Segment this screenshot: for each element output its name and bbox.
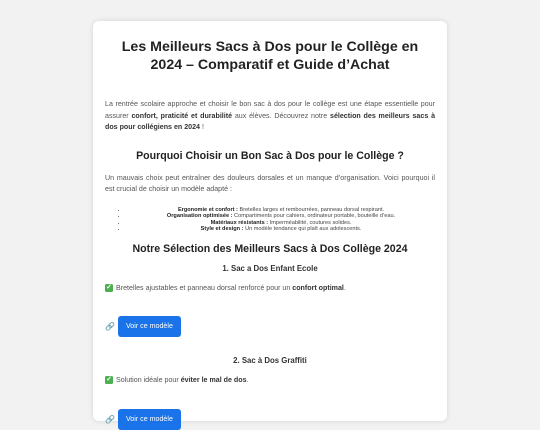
features-list <box>105 207 435 233</box>
link-icon: 🔗 <box>105 414 115 424</box>
page-title: Les Meilleurs Sacs à Dos pour le Collège en 2024 – Comparatif et Guide d’Achat <box>121 39 419 73</box>
selection-heading: Notre Sélection des Meilleurs Sacs à Dos Collège 2024 <box>132 242 408 255</box>
view-model-button[interactable]: Voir ce modèle <box>118 409 181 430</box>
check-mark-icon: ✓ <box>106 376 112 384</box>
intro-paragraph: La rentrée scolaire approche et choisir le bon sac à dos pour le collège est une étape essentielle pour assurer confort, praticité et durabilité aux élèves. Découvrez notre sélection des meilleurs sacs à dos pour collégiens en 2024 ! <box>105 100 436 131</box>
product-description: ✓ Solution idéale pour éviter le mal de dos. <box>106 375 249 384</box>
product-link-row <box>105 409 435 430</box>
list-item: • Organisation optimisée : Compartiments pour cahiers, ordinateur portable, bouteille d’eau. <box>127 213 435 220</box>
product-description: ✓ Bretelles ajustables et panneau dorsal renforcé pour un confort optimal. <box>106 283 346 292</box>
product-title: 1. Sac a Dos Enfant Ecole <box>222 263 318 273</box>
check-mark-icon: ✓ <box>106 284 112 292</box>
why-paragraph: Un mauvais choix peut entraîner des douleurs dorsales et un manque d’organisation. Voici pourquoi il est crucial de choisir un modèle adapté : <box>105 173 435 193</box>
product-title: 2. Sac à Dos Graffiti <box>233 355 307 365</box>
product-link-row <box>105 316 435 337</box>
view-model-button[interactable]: Voir ce modèle <box>118 316 181 337</box>
list-item: • Ergonomie et confort : Bretelles larges et rembourrées, panneau dorsal respirant. <box>127 207 435 214</box>
list-item: • Style et design : Un modèle tendance qui plaît aux adolescents. <box>127 226 435 233</box>
list-item: • Matériaux résistants : Imperméabilité, coutures solides. <box>127 220 435 227</box>
article-card <box>93 21 447 424</box>
why-heading: Pourquoi Choisir un Bon Sac à Dos pour le Collège ? <box>136 149 404 162</box>
link-icon: 🔗 <box>105 321 115 331</box>
